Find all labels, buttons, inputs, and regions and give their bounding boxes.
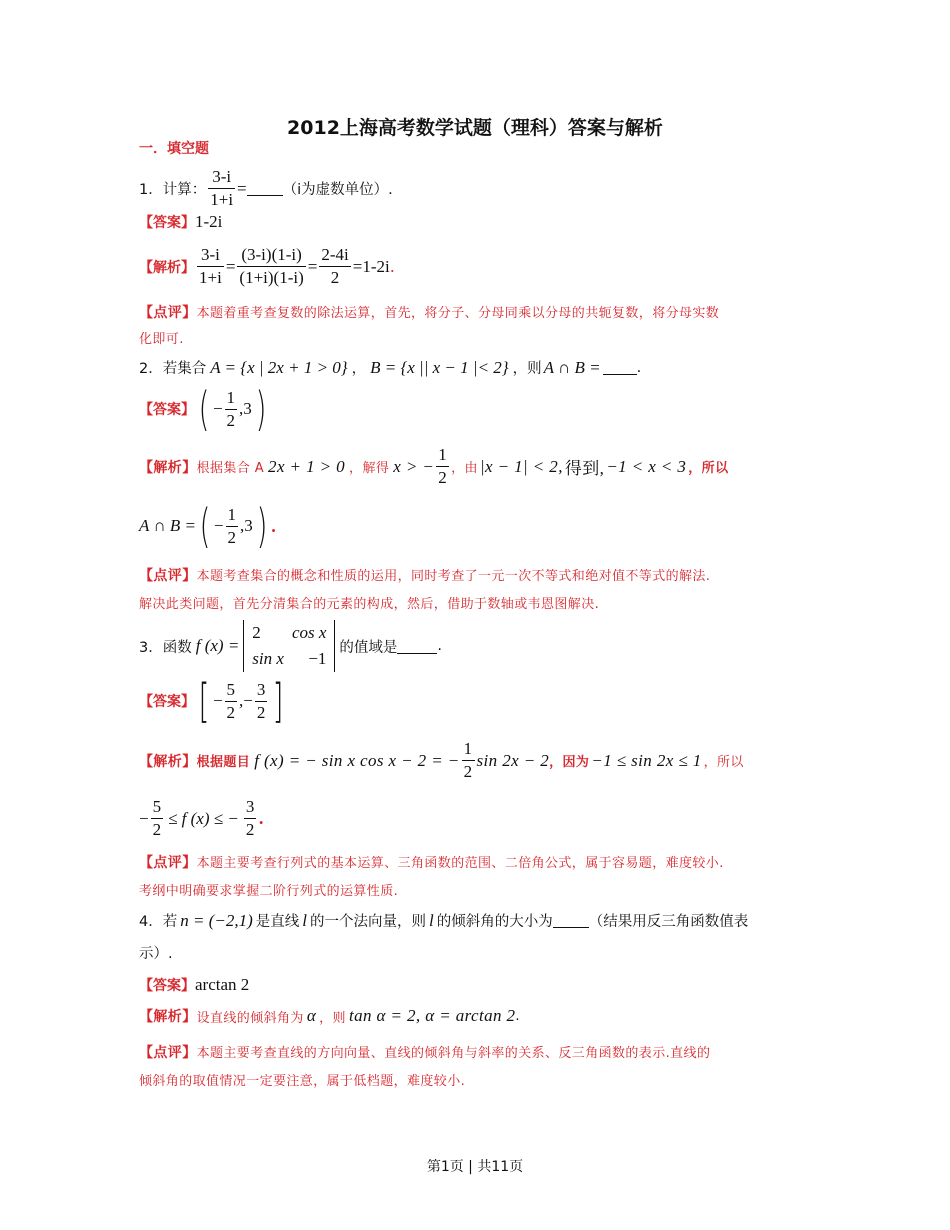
q2-prefix: 2．若集合 <box>139 361 207 377</box>
q4-mid: 是直线 <box>255 914 300 930</box>
q4-comment-line2: 倾斜角的取值情况一定要注意，属于低档题，难度较小. <box>139 1074 466 1089</box>
q1-suffix: （i为虚数单位）. <box>282 182 393 198</box>
page-footer: 第1页 | 共11页 <box>426 1159 524 1175</box>
q1-comment <box>139 302 719 322</box>
q2-a-line2-den: 2 <box>227 527 237 547</box>
q3-answer-lower-den: 2 <box>226 702 236 722</box>
q2-a-line2-upper: 3 <box>244 516 253 535</box>
q3-a-math1b: sin 2x − 2 <box>476 750 550 770</box>
q2-comment-line2: 解决此类问题，首先分清集合的元素的构成，然后，借助于数轴或韦恩图解决. <box>139 597 600 612</box>
q4-comment <box>139 1042 710 1062</box>
q3-a-text3: ，所以 <box>703 755 744 770</box>
q2-comment-text: 本题考查集合的概念和性质的运用，同时考查了一元一次不等式和绝对值不等式的解法. <box>196 569 711 584</box>
q2-a-math4: −1 < x < 3 <box>606 456 687 476</box>
comment-tag: 【点评】 <box>139 305 197 321</box>
q3-blank <box>397 639 437 654</box>
q4-suffix-line2: 示）. <box>139 946 173 962</box>
det-a22: −1 <box>308 649 327 668</box>
analysis-tag: 【解析】 <box>139 259 195 276</box>
q1-number: 1．计算： <box>139 182 207 198</box>
q4-answer-line <box>139 975 249 995</box>
question-2: 2．若集合 A = {x | 2x + 1 > 0} ， B = {x || x − 1 |< 2} ，则 A ∩ B = . <box>139 357 642 377</box>
q1-a-frac3-den: 2 <box>330 268 340 287</box>
q4-line-l2: l <box>428 910 434 930</box>
analysis-tag: 【解析】 <box>139 1009 197 1025</box>
q2-a-line2-lhs: A ∩ B = <box>139 516 196 535</box>
question-1: 1．计算： $\frac{3-i}{1+i}$ = （i为虚数单位）. <box>139 167 393 209</box>
q2-answer-num: 1 <box>225 387 238 410</box>
q3-a-math2: −1 ≤ sin 2x ≤ 1 <box>591 750 702 770</box>
q4-mid3: 的倾斜角的大小为 <box>436 914 553 930</box>
q2-a-math2: x > − <box>393 456 435 476</box>
q2-analysis-line2: A ∩ B = ( − $\frac{1}{2}$ , 3 ) . <box>139 499 277 553</box>
q1-frac-denominator: 1+i <box>210 190 234 209</box>
q3-answer-lower-num: 5 <box>225 679 238 702</box>
q1-comment-line2: 化即可. <box>139 332 184 347</box>
q3-answer-line: 【答案】 [ − $\frac{5}{2}$ ,− $\frac{3}{2}$ ] <box>139 674 284 728</box>
q1-a-frac3-num: 2-4i <box>319 244 350 267</box>
q3-a-line2-den2: 2 <box>245 820 255 839</box>
q4-comment-text: 本题主要考查直线的方向向量、直线的倾斜角与斜率的关系、反三角函数的表示.直线的 <box>196 1046 711 1061</box>
q4-a-text2: ，则 <box>319 1010 346 1026</box>
q2-separator: ， <box>351 361 367 377</box>
q2-a-text5: ，所以 <box>688 461 729 476</box>
q3-comment-line2: 考纲中明确要求掌握二阶行列式的运算性质. <box>139 884 399 899</box>
q4-prefix: 4．若 <box>139 914 178 930</box>
q2-a-math1: 2x + 1 > 0 <box>268 456 346 476</box>
q1-analysis: 【解析】 $\frac{3-i}{1+i}$ = $\frac{(3-i)(1-i)}{(1+i)(1-i)}$ = $\frac{2-4i}{2}$ =1-2i . <box>139 245 395 287</box>
det-a12: cos x <box>291 623 327 642</box>
q4-a-math: tan α = 2, α = arctan 2 <box>348 1006 516 1025</box>
q2-set-b: B = {x || x − 1 |< 2} <box>370 357 509 377</box>
q2-a-line2-num: 1 <box>226 504 239 527</box>
q1-a-frac2-den: (1+i)(1-i) <box>239 268 304 287</box>
q1-fraction <box>208 166 235 211</box>
q1-a-frac1-den: 1+i <box>199 268 222 287</box>
q2-a-text3: ，由 <box>451 461 478 476</box>
q4-mid2: 的一个法向量，则 <box>309 914 426 930</box>
q2-a-line2-minus: − <box>213 516 224 535</box>
q2-comment <box>139 565 710 585</box>
q1-answer-line <box>139 212 222 232</box>
q4-a-text1: 设直线的倾斜角为 <box>196 1010 304 1026</box>
q3-a-line2-num2: 3 <box>244 796 257 819</box>
q2-ask: A ∩ B = <box>543 357 601 377</box>
q1-blank <box>247 181 283 196</box>
q1-answer: 1-2i <box>195 212 223 231</box>
q2-answer-line: 【答案】 ( − $\frac{1}{2}$ , 3 ) <box>139 382 267 436</box>
q4-blank <box>553 913 589 928</box>
q2-a-math3: |x − 1| < 2, <box>479 456 563 476</box>
comment-tag: 【点评】 <box>139 1045 197 1061</box>
q3-suffix: 的值域是 <box>339 639 398 656</box>
q3-determinant <box>243 620 335 672</box>
comment-tag: 【点评】 <box>139 855 197 871</box>
answer-tag: 【答案】 <box>139 694 195 710</box>
q2-answer-den: 2 <box>226 410 236 430</box>
q2-blank <box>603 360 637 375</box>
q4-vector: n = (−2,1) <box>180 910 253 930</box>
det-a21: sin x <box>252 649 284 668</box>
analysis-tag: 【解析】 <box>139 459 197 476</box>
q4-a-alpha: α <box>306 1006 317 1025</box>
q3-fx: f (x) = <box>195 636 240 655</box>
answer-tag: 【答案】 <box>139 402 195 418</box>
q2-analysis <box>139 444 728 489</box>
q4-analysis: 【解析】 设直线的倾斜角为 α ，则 tan α = 2, α = arctan 2 . <box>139 1006 520 1026</box>
q3-a-line2-mid: ≤ f (x) ≤ − <box>168 808 239 828</box>
q3-comment-text: 本题主要考查行列式的基本运算、三角函数的范围、二倍角公式，属于容易题，难度较小. <box>196 856 724 871</box>
q2-answer-minus: − <box>212 399 223 418</box>
q3-a-line2-minus: − <box>139 808 149 828</box>
question-3: 3．函数 f (x) = 2 cos x sin x −1 的值域是 . <box>139 620 442 672</box>
q3-prefix: 3．函数 <box>139 639 192 656</box>
q2-answer-upper: 3 <box>243 399 252 418</box>
page-title: 2012上海高考数学试题（理科）答案与解析 <box>287 117 663 139</box>
q1-comment-text: 本题着重考查复数的除法运算，首先，将分子、分母同乘以分母的共轭复数，将分母实数 <box>196 306 720 321</box>
q3-a-frac-num: 1 <box>462 738 475 761</box>
answer-tag: 【答案】 <box>139 978 195 994</box>
det-a11: 2 <box>252 623 261 642</box>
q2-a-text4: 得到, <box>564 459 605 478</box>
question-4 <box>139 910 748 931</box>
q3-a-line2-num1: 5 <box>151 796 164 819</box>
q3-a-text1: 根据题目 <box>196 755 251 770</box>
q2-a-frac-num: 1 <box>436 444 449 467</box>
section-heading: 一．填空题 <box>139 141 209 157</box>
comment-tag: 【点评】 <box>139 568 197 584</box>
q3-comment <box>139 852 724 872</box>
q3-a-math1: f (x) = − sin x cos x − 2 = − <box>254 750 460 770</box>
q4-suffix: （结果用反三角函数值表 <box>588 914 749 930</box>
q3-analysis-line2: − $\frac{5}{2}$ ≤ f (x) ≤ − $\frac{3}{2}$ . <box>139 797 264 839</box>
q2-a-text2: ，解得 <box>349 461 390 476</box>
answer-tag: 【答案】 <box>139 215 195 231</box>
q1-a-frac2-num: (3-i)(1-i) <box>237 244 305 267</box>
q2-a-text1: 根据集合 A <box>196 461 265 476</box>
q3-answer-upper-num: 3 <box>255 679 268 702</box>
q1-a-result: =1-2i <box>352 256 390 276</box>
q1-a-frac1-num: 3-i <box>197 244 224 267</box>
q2-a-frac-den: 2 <box>438 468 448 487</box>
q3-analysis <box>139 738 744 783</box>
q3-a-text2: ，因为 <box>549 755 590 770</box>
q2-then: ，则 <box>512 361 542 377</box>
q1-frac-numerator: 3-i <box>208 166 235 189</box>
q2-set-a: A = {x | 2x + 1 > 0} <box>210 357 348 377</box>
q4-answer: arctan 2 <box>195 975 250 994</box>
q3-a-line2-den1: 2 <box>152 820 162 839</box>
q3-a-frac-den: 2 <box>463 762 473 781</box>
analysis-tag: 【解析】 <box>139 753 197 770</box>
q3-answer-upper-den: 2 <box>256 702 266 722</box>
q4-line-l: l <box>302 910 307 930</box>
